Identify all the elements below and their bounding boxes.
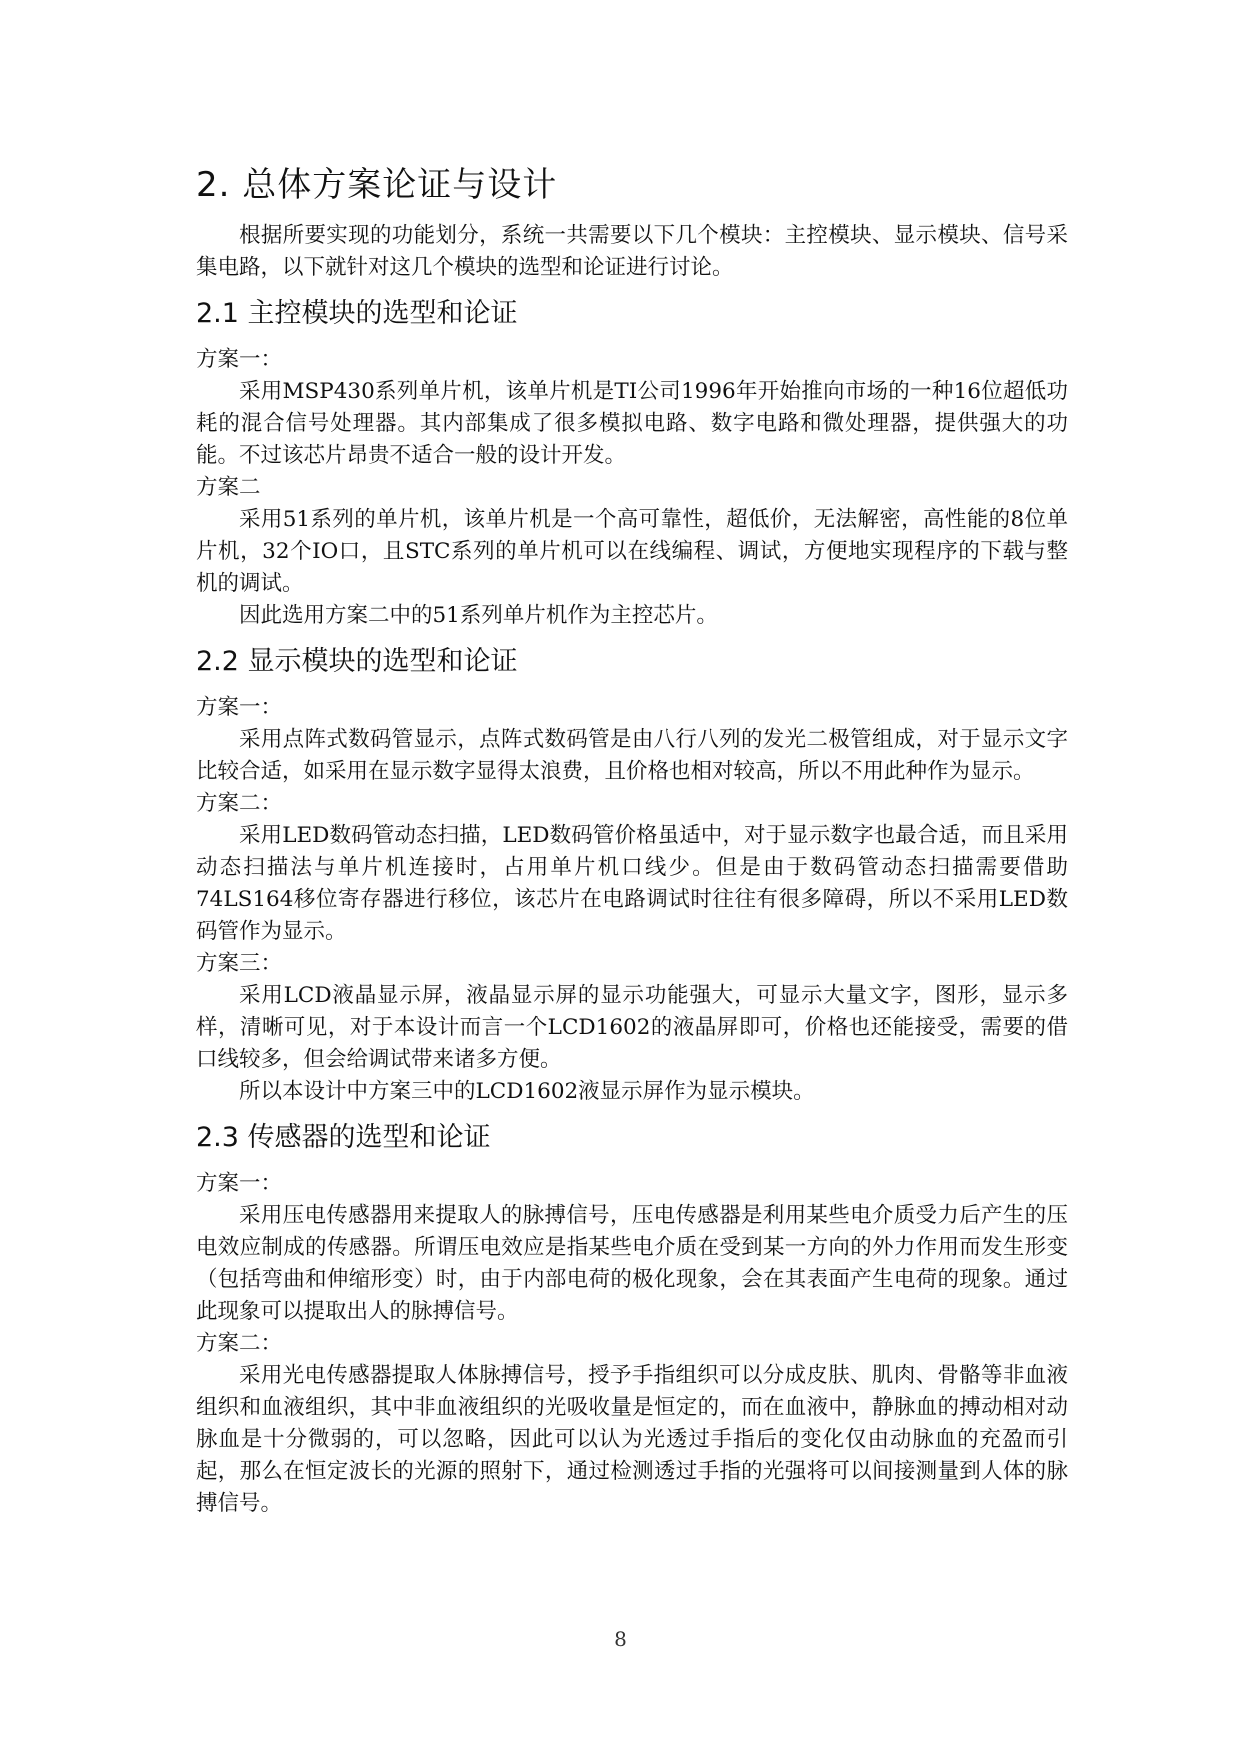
plan-label: 方案一： <box>196 695 283 720</box>
plan-paragraph: 采用51系列的单片机，该单片机是一个高可靠性，超低价，无法解密，高性能的8位单片机，32个IO口，且STC系列的单片机可以在线编程、调试，方便地实现程序的下载与整机的调试。 <box>196 507 1068 596</box>
plan-label: 方案二 <box>196 475 261 500</box>
plan-paragraph: 采用光电传感器提取人体脉搏信号，授予手指组织可以分成皮肤、肌肉、骨骼等非血液组织和血液组织，其中非血液组织的光吸收量是恒定的，而在血液中，静脉血的搏动相对动脉血是十分微弱的，可以忽略，因此可以认为光透过手指后的变化仅由动脉血的充盈而引起，那么在恒定波长的光源的照射下，通过检测透过手指的光强将可以间接测量到人体的脉搏信号。 <box>196 1363 1068 1516</box>
plan-label: 方案二： <box>196 1331 283 1356</box>
plan-paragraph: 采用点阵式数码管显示，点阵式数码管是由八行八列的发光二极管组成，对于显示文字比较合适，如采用在显示数字显得太浪费，且价格也相对较高，所以不用此种作为显示。 <box>196 727 1068 784</box>
section-heading-2-2: 2.2 显示模块的选型和论证 <box>196 646 518 677</box>
conclusion-paragraph: 所以本设计中方案三中的LCD1602液显示屏作为显示模块。 <box>239 1079 815 1104</box>
chapter-title: 2. 总体方案论证与设计 <box>196 165 558 205</box>
page-number: 8 <box>614 1627 627 1651</box>
plan-paragraph: 采用压电传感器用来提取人的脉搏信号，压电传感器是利用某些电介质受力后产生的压电效应制成的传感器。所谓压电效应是指某些电介质在受到某一方向的外力作用而发生形变（包括弯曲和伸缩形变）时，由于内部电荷的极化现象，会在其表面产生电荷的现象。通过此现象可以提取出人的脉搏信号。 <box>196 1203 1068 1324</box>
page-content <box>196 160 1068 1520</box>
plan-label: 方案三： <box>196 951 283 976</box>
section-heading-2-1: 2.1 主控模块的选型和论证 <box>196 298 518 329</box>
section-heading-2-3: 2.3 传感器的选型和论证 <box>196 1122 491 1153</box>
plan-paragraph: 采用LED数码管动态扫描，LED数码管价格虽适中，对于显示数字也最合适，而且采用动态扫描法与单片机连接时，占用单片机口线少。但是由于数码管动态扫描需要借助74LS164移位寄存器进行移位，该芯片在电路调试时往往有很多障碍，所以不采用LED数码管作为显示。 <box>196 823 1068 944</box>
conclusion-paragraph: 因此选用方案二中的51系列单片机作为主控芯片。 <box>239 603 718 628</box>
intro-paragraph: 根据所要实现的功能划分，系统一共需要以下几个模块：主控模块、显示模块、信号采集电路，以下就针对这几个模块的选型和论证进行讨论。 <box>196 223 1068 280</box>
plan-label: 方案一： <box>196 347 283 372</box>
plan-label: 方案一： <box>196 1171 283 1196</box>
plan-paragraph: 采用LCD液晶显示屏，液晶显示屏的显示功能强大，可显示大量文字，图形，显示多样，清晰可见，对于本设计而言一个LCD1602的液晶屏即可，价格也还能接受，需要的借口线较多，但会给调试带来诸多方便。 <box>196 983 1068 1072</box>
plan-label: 方案二： <box>196 791 283 816</box>
plan-paragraph: 采用MSP430系列单片机，该单片机是TI公司1996年开始推向市场的一种16位超低功耗的混合信号处理器。其内部集成了很多模拟电路、数字电路和微处理器，提供强大的功能。不过该芯片昂贵不适合一般的设计开发。 <box>196 379 1068 468</box>
